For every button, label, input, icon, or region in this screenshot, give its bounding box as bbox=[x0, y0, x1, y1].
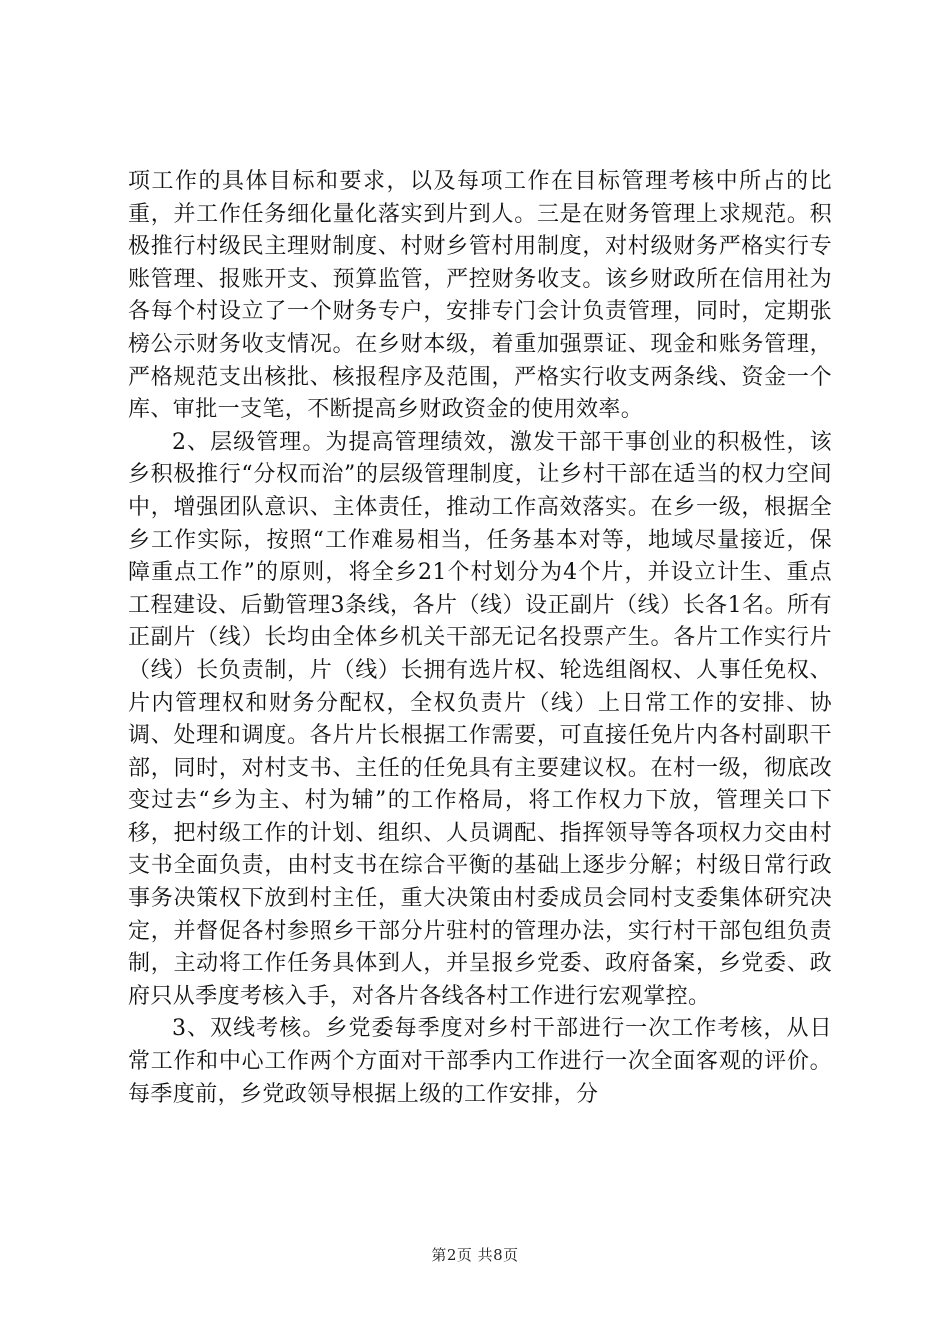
document-body bbox=[128, 166, 832, 1111]
page-number-footer: 第2页 共8页 bbox=[431, 1246, 519, 1264]
paragraph-1: 项工作的具体目标和要求，以及每项工作在目标管理考核中所占的比重，并工作任务细化量化落实到片到人。三是在财务管理上求规范。积极推行村级民主理财制度、村财乡管村用制度，对村级财务严格实行专账管理、报账开支、预算监管，严控财务收支。该乡财政所在信用社为各每个村设立了一个财务专户，安排专门会计负责管理，同时，定期张榜公示财务收支情况。在乡财本级，着重加强票证、现金和账务管理，严格规范支出核批、核报程序及范围，严格实行收支两条线、资金一个库、审批一支笔，不断提高乡财政资金的使用效率。 bbox=[128, 169, 832, 423]
paragraph-2: 2、层级管理。为提高管理绩效，激发干部干事创业的积极性，该乡积极推行“分权而治”的层级管理制度，让乡村干部在适当的权力空间中，增强团队意识、主体责任，推动工作高效落实。在乡一级，根据全乡工作实际，按照“工作难易相当，任务基本对等，地域尽量接近，保障重点工作”的原则，将全乡21个村划分为4个片，并设立计生、重点工程建设、后勤管理3条线，各片（线）设正副片（线）长各1名。所有正副片（线）长均由全体乡机关干部无记名投票产生。各片工作实行片（线）长负责制，片（线）长拥有选片权、轮选组阁权、人事任免权、片内管理权和财务分配权，全权负责片（线）上日常工作的安排、协调、处理和调度。各片片长根据工作需要，可直接任免片内各村副职干部，同时，对村支书、主任的任免具有主要建议权。在村一级，彻底改变过去“乡为主、村为辅”的工作格局，将工作权力下放，管理关口下移，把村级工作的计划、组织、人员调配、指挥领导等各项权力交由村支书全面负责，由村支书在综合平衡的基础上逐步分解；村级日常行政事务决策权下放到村主任，重大决策由村委成员会同村支委集体研究决定，并督促各村参照乡干部分片驻村的管理办法，实行村干部包组负责制，主动将工作任务具体到人，并呈报乡党委、政府备案，乡党委、政府只从季度考核入手，对各片各线各村工作进行宏观掌控。 bbox=[128, 429, 832, 1009]
paragraph-3: 3、双线考核。乡党委每季度对乡村干部进行一次工作考核，从日常工作和中心工作两个方面对干部季内工作进行一次全面客观的评价。每季度前，乡党政领导根据上级的工作安排，分 bbox=[128, 1016, 832, 1107]
